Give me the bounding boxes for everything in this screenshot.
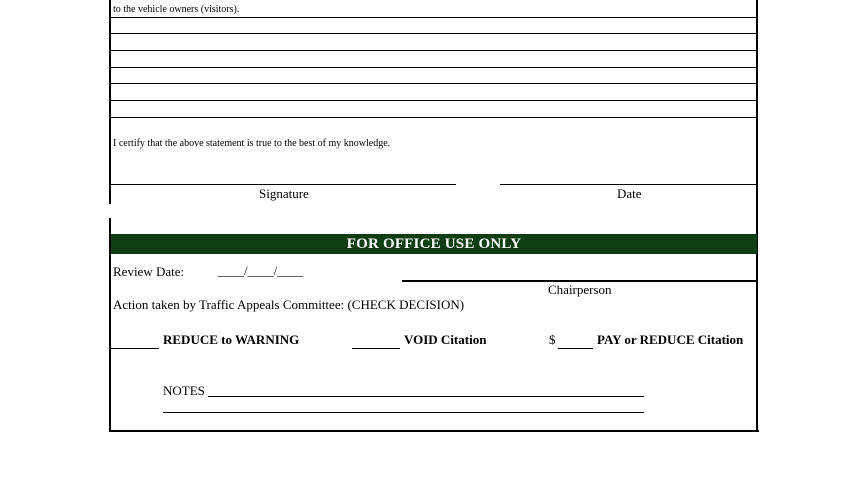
statement-line[interactable]: [111, 33, 756, 34]
statement-line[interactable]: [111, 67, 756, 68]
statement-line[interactable]: [111, 117, 756, 118]
review-date-field[interactable]: ____/____/____: [218, 263, 304, 278]
void-checkbox-line[interactable]: [352, 348, 400, 349]
amount-line[interactable]: [558, 348, 593, 349]
signature-label: Signature: [259, 186, 309, 201]
void-citation-option: VOID Citation: [404, 332, 487, 347]
statement-intro-text: to the vehicle owners (visitors).: [113, 4, 240, 15]
form-right-border: [756, 0, 758, 432]
date-line[interactable]: [500, 184, 756, 185]
action-label: Action taken by Traffic Appeals Committee: (CHECK DECISION): [113, 297, 465, 312]
statement-line[interactable]: [111, 83, 756, 84]
office-use-banner: FOR OFFICE USE ONLY: [111, 234, 757, 254]
signature-line[interactable]: [111, 184, 456, 185]
reduce-to-warning-option: REDUCE to WARNING: [163, 332, 300, 347]
statement-line[interactable]: [111, 17, 756, 18]
dollar-sign: $: [549, 332, 556, 347]
statement-line[interactable]: [111, 100, 756, 101]
notes-line[interactable]: [208, 396, 644, 397]
pay-or-reduce-option: PAY or REDUCE Citation: [597, 332, 744, 347]
certify-text: I certify that the above statement is true to the best of my knowledge.: [113, 138, 391, 149]
statement-line[interactable]: [111, 50, 756, 51]
form-left-border: [109, 0, 111, 204]
notes-line[interactable]: [163, 412, 644, 413]
form-bottom-border: [109, 430, 759, 432]
reduce-checkbox-line[interactable]: [111, 348, 159, 349]
notes-label: NOTES: [163, 383, 205, 398]
date-label: Date: [617, 186, 642, 201]
review-date-label: Review Date:: [113, 264, 185, 279]
chairperson-label: Chairperson: [548, 282, 612, 297]
